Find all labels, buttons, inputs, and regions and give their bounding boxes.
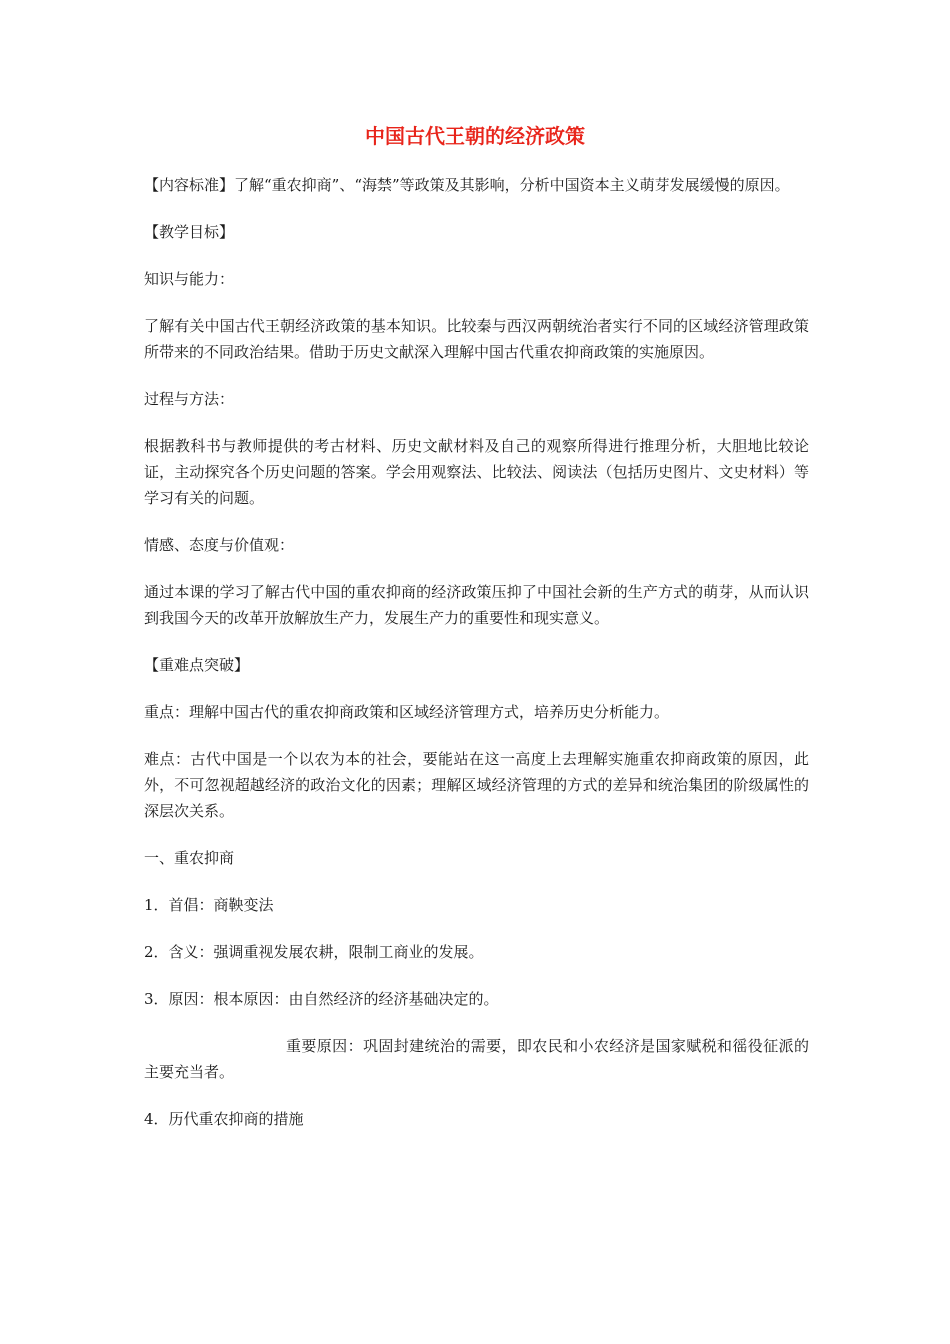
emotion-values-heading: 情感、态度与价值观：	[144, 536, 295, 554]
list-item: 3．原因：根本原因：由自然经济的经济基础决定的。	[144, 990, 499, 1008]
content-standard-paragraph: 【内容标准】了解“重农抑商”、“海禁”等政策及其影响，分析中国资本主义萌芽发展缓慢的原因。	[144, 176, 790, 194]
teaching-goals-heading: 【教学目标】	[144, 223, 235, 241]
list-item-continuation: 重要原因：巩固封建统治的需要，即农民和小农经济是国家赋税和徭役征派的主要充当者。	[144, 1037, 809, 1081]
emotion-values-paragraph: 通过本课的学习了解古代中国的重农抑商的经济政策压抑了中国社会新的生产方式的萌芽，从而认识到我国今天的改革开放解放生产力，发展生产力的重要性和现实意义。	[144, 583, 809, 627]
section-one-heading: 一、重农抑商	[144, 849, 235, 867]
document-title: 中国古代王朝的经济政策	[365, 124, 585, 148]
key-difficult-heading: 【重难点突破】	[144, 656, 250, 674]
knowledge-ability-paragraph: 了解有关中国古代王朝经济政策的基本知识。比较秦与西汉两朝统治者实行不同的区域经济管理政策所带来的不同政治结果。借助于历史文献深入理解中国古代重农抑商政策的实施原因。	[144, 317, 809, 361]
process-method-paragraph: 根据教科书与教师提供的考古材料、历史文献材料及自己的观察所得进行推理分析，大胆地比较论证，主动探究各个历史问题的答案。学会用观察法、比较法、阅读法（包括历史图片、文史材料）等学习有关的问题。	[144, 437, 809, 507]
list-item: 4．历代重农抑商的措施	[144, 1110, 304, 1128]
list-item: 1．首倡：商鞅变法	[144, 896, 274, 914]
knowledge-ability-heading: 知识与能力：	[144, 270, 235, 288]
document-body	[144, 172, 809, 1153]
difficult-point-paragraph: 难点：古代中国是一个以农为本的社会，要能站在这一高度上去理解实施重农抑商政策的原因，此外，不可忽视超越经济的政治文化的因素；理解区域经济管理的方式的差异和统治集团的阶级属性的深层次关系。	[144, 750, 809, 820]
key-point-paragraph: 重点：理解中国古代的重农抑商政策和区域经济管理方式，培养历史分析能力。	[144, 703, 670, 721]
process-method-heading: 过程与方法：	[144, 390, 235, 408]
list-item: 2．含义：强调重视发展农耕，限制工商业的发展。	[144, 943, 484, 961]
